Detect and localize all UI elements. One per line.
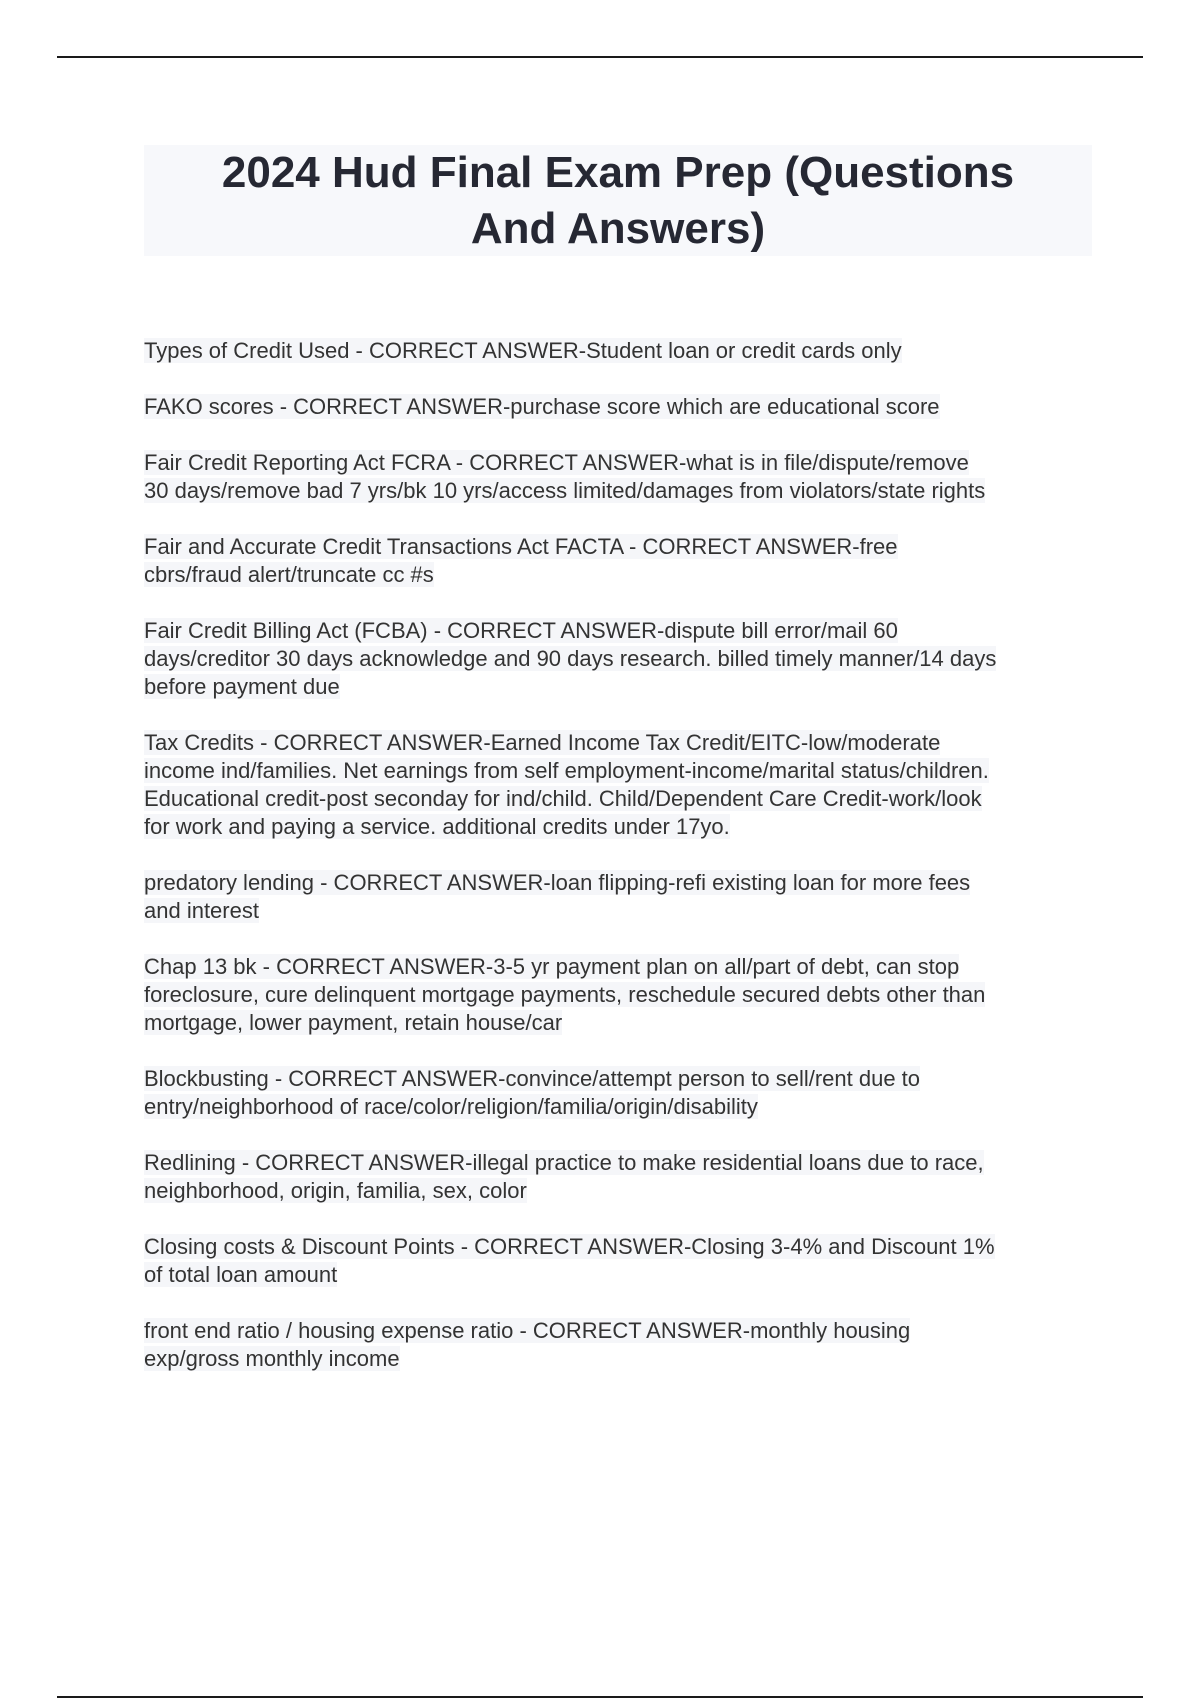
qa-item: [144, 1065, 1094, 1121]
qa-item: [144, 393, 1094, 421]
qa-line: FAKO scores - CORRECT ANSWER-purchase score which are educational score: [144, 394, 940, 419]
document-title: [222, 145, 1014, 257]
qa-item: [144, 617, 1094, 701]
qa-item: [144, 953, 1094, 1037]
qa-line: Blockbusting - CORRECT ANSWER-convince/attempt person to sell/rent due to: [144, 1066, 921, 1091]
qa-item: [144, 1317, 1094, 1373]
qa-line: entry/neighborhood of race/color/religion/familia/origin/disability: [144, 1094, 758, 1119]
qa-line: Closing costs & Discount Points - CORRECT ANSWER-Closing 3-4% and Discount 1%: [144, 1234, 995, 1259]
title-line: And Answers): [470, 203, 766, 253]
qa-item: [144, 337, 1094, 365]
qa-line: and interest: [144, 898, 259, 923]
qa-line: exp/gross monthly income: [144, 1346, 400, 1371]
qa-line: cbrs/fraud alert/truncate cc #s: [144, 562, 434, 587]
qa-line: neighborhood, origin, familia, sex, color: [144, 1178, 527, 1203]
title-block: [144, 145, 1092, 256]
qa-line: Types of Credit Used - CORRECT ANSWER-Student loan or credit cards only: [144, 338, 902, 363]
qa-item: [144, 449, 1094, 505]
top-rule: [57, 56, 1143, 58]
qa-line: Chap 13 bk - CORRECT ANSWER-3-5 yr payment plan on all/part of debt, can stop: [144, 954, 960, 979]
qa-item: [144, 729, 1094, 841]
qa-line: before payment due: [144, 674, 340, 699]
qa-line: for work and paying a service. additional credits under 17yo.: [144, 814, 730, 839]
qa-item: [144, 1233, 1094, 1289]
title-line: 2024 Hud Final Exam Prep (Questions: [221, 147, 1015, 197]
qa-item: [144, 533, 1094, 589]
bottom-rule: [57, 1696, 1143, 1698]
qa-line: predatory lending - CORRECT ANSWER-loan flipping-refi existing loan for more fees: [144, 870, 971, 895]
qa-list: [144, 337, 1094, 1401]
qa-line: Fair Credit Billing Act (FCBA) - CORRECT ANSWER-dispute bill error/mail 60: [144, 618, 898, 643]
qa-line: foreclosure, cure delinquent mortgage payments, reschedule secured debts other than: [144, 982, 986, 1007]
qa-line: Fair and Accurate Credit Transactions Act FACTA - CORRECT ANSWER-free: [144, 534, 898, 559]
qa-item: [144, 869, 1094, 925]
qa-line: of total loan amount: [144, 1262, 338, 1287]
qa-line: mortgage, lower payment, retain house/car: [144, 1010, 563, 1035]
qa-line: Tax Credits - CORRECT ANSWER-Earned Income Tax Credit/EITC-low/moderate: [144, 730, 941, 755]
qa-item: [144, 1149, 1094, 1205]
qa-line: Fair Credit Reporting Act FCRA - CORRECT ANSWER-what is in file/dispute/remove: [144, 450, 969, 475]
qa-line: Redlining - CORRECT ANSWER-illegal practice to make residential loans due to race,: [144, 1150, 984, 1175]
qa-line: front end ratio / housing expense ratio - CORRECT ANSWER-monthly housing: [144, 1318, 911, 1343]
qa-line: Educational credit-post seconday for ind/child. Child/Dependent Care Credit-work/look: [144, 786, 982, 811]
qa-line: 30 days/remove bad 7 yrs/bk 10 yrs/access limited/damages from violators/state rights: [144, 478, 986, 503]
qa-line: income ind/families. Net earnings from self employment-income/marital status/children.: [144, 758, 989, 783]
qa-line: days/creditor 30 days acknowledge and 90 days research. billed timely manner/14 days: [144, 646, 997, 671]
